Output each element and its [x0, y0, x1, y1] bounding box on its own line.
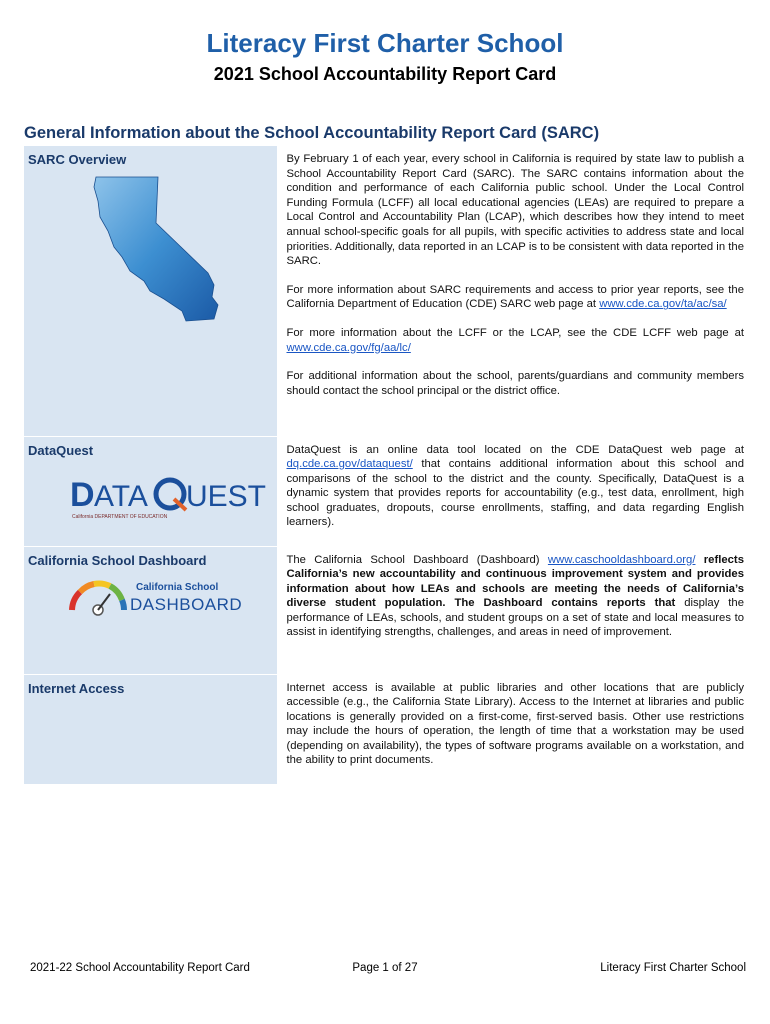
paragraph-text: For more information about the LCFF or the LCAP, see the CDE LCFF web page at: [286, 326, 744, 339]
sarc-overview-paragraph-2: [287, 283, 745, 312]
sarc-web-page-link[interactable]: www.cde.ca.gov/ta/ac/sa/: [599, 298, 727, 311]
gauge-red-arc: [72, 592, 80, 610]
sarc-overview-paragraph-3: [287, 326, 745, 355]
table-row: [24, 146, 746, 436]
table-row: [24, 546, 746, 674]
dashboard-logo: [66, 574, 246, 618]
table-row: [24, 674, 746, 784]
dataquest-logo-subtext: California DEPARTMENT OF EDUCATION: [72, 513, 168, 520]
section-heading: General Information about the School Accountability Report Card (SARC): [24, 124, 600, 142]
row-content-cell: [277, 436, 746, 546]
row-label-dataquest: DataQuest: [28, 442, 94, 458]
gauge-orange-arc: [80, 584, 94, 592]
dataquest-paragraph: [287, 443, 745, 531]
row-content-cell: [277, 674, 746, 784]
row-label-cell: [24, 436, 277, 546]
dashboard-paragraph: [287, 553, 745, 641]
footer-page-number: Page 1 of 27: [352, 962, 418, 974]
dashboard-logo-top-text: California School: [136, 581, 219, 593]
dashboard-logo-main-text: DASHBOARD: [130, 594, 243, 614]
footer-left-text: 2021-22 School Accountability Report Card: [30, 962, 250, 974]
row-label-cell: [24, 146, 277, 436]
row-content-cell: [277, 146, 746, 436]
internet-access-paragraph: Internet access is available at public libraries and other locations that are publicly accessible (e.g., the California State Library). Access to the Internet at libraries and public locations is generally provided on a first-come, first-served basis. Other use restrictions may include the hours of operation, the length of time that a workstation may be used (depending on availability), the types of software programs available on a workstation, and the ability to print documents.: [286, 681, 744, 767]
dataquest-logo-uest: UEST: [186, 479, 267, 513]
gauge-needle: [98, 594, 110, 610]
sarc-overview-paragraph-4: For additional information about the school, parents/guardians and community members should contact the school principal or the district office.: [286, 370, 744, 397]
paragraph-text: display the performance of LEAs, schools, and student groups on a set of state and local measures to assist in identifying strengths, challenges, and areas in need of improvement.: [286, 597, 744, 639]
row-label-dashboard: California School Dashboard: [28, 552, 207, 568]
gauge-blue-arc: [122, 600, 124, 610]
row-label-sarc-overview: SARC Overview: [28, 152, 127, 167]
row-label-internet-access: Internet Access: [28, 680, 125, 696]
row-content-cell: [277, 546, 746, 674]
paragraph-text: DataQuest is an online data tool located on the CDE DataQuest web page at: [286, 443, 744, 456]
paragraph-text: that contains additional information about this school and comparisons of the school to the district and the county. Specifically, DataQuest is a dynamic system that provides reports for accountability (e.g., test data, enrollment, high school graduates, dropouts, course enrollments, staffing, and data regarding English learners).: [286, 458, 744, 529]
document-title: Literacy First Charter School: [206, 28, 564, 58]
footer-right-text: Literacy First Charter School: [600, 962, 746, 974]
dataquest-logo: [70, 472, 267, 522]
paragraph-text: The California School Dashboard (Dashboard): [286, 553, 548, 566]
gauge-yellow-arc: [94, 583, 110, 585]
document-subtitle: 2021 School Accountability Report Card: [213, 64, 557, 84]
dataquest-link[interactable]: dq.cde.ca.gov/dataquest/: [286, 458, 413, 471]
general-info-table: [24, 146, 746, 785]
dataquest-logo-ata: ATA: [94, 479, 148, 513]
gauge-green-arc: [110, 586, 122, 600]
table-row: [24, 436, 746, 546]
dataquest-logo-d: D: [70, 475, 95, 514]
paragraph-bold-text: reflects California’s new accountability and continuous improvement system and provides information about how LEAs and schools are meeting the needs of California’s diverse student population. The Dashboard contains reports that: [286, 553, 744, 610]
dashboard-link[interactable]: www.caschooldashboard.org/: [547, 553, 696, 566]
sarc-overview-paragraph-1: By February 1 of each year, every school in California is required by state law to publish a School Accountability Report Card (SARC). The SARC contains information about the condition and performance of each California public school. Under the Local Control Funding Formula (LCFF) all local educational agencies (LEAs) are required to prepare a Local Control and Accountability Plan (LCAP), which describes how they intend to meet annual school-specific goals for all pupils, with specific activities to address state and local priorities. Additionally, data reported in an LCAP is to be consistent with data reported in the SARC.: [286, 153, 744, 268]
paragraph-text: For more information about SARC requirements and access to prior year reports, see the California Department of Education (CDE) SARC web page at: [286, 283, 744, 311]
california-map-image: [90, 173, 250, 325]
row-label-cell: [24, 674, 277, 784]
row-label-cell: [24, 546, 277, 674]
lcff-web-page-link[interactable]: www.cde.ca.gov/fg/aa/lc/: [286, 341, 411, 354]
